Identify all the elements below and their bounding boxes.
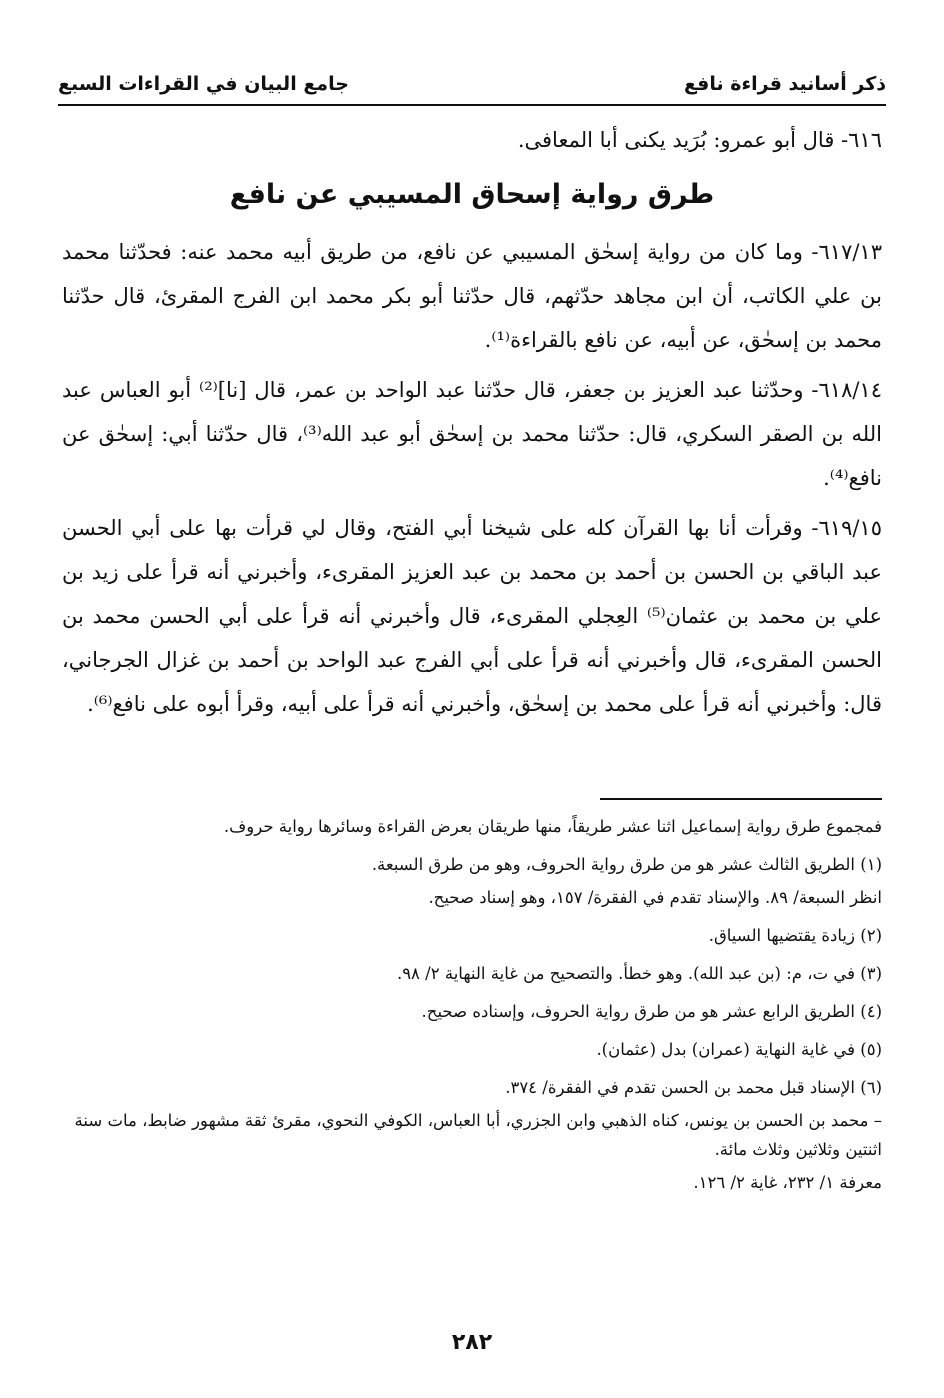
footnote-2: (٢) زيادة يقتضيها السياق.	[708, 926, 882, 945]
footnote-4: (٤) الطريق الرابع عشر هو من طرق رواية الحروف، وإسناده صحيح.	[421, 1002, 882, 1021]
paragraph-617: ٦١٧/١٣- وما كان من رواية إسحٰق المسيبي عن نافع، من طريق أبيه محمد عنه: فحدّثنا محمد بن علي الكاتب، أن ابن مجاهد حدّثهم، قال حدّثنا أبو بكر محمد ابن الفرج المقرئ، قال حدّثنا محمد بن إسحٰق، عن أبيه، عن نافع بالقراءة⁽¹⁾.	[62, 240, 882, 352]
page-number: ٢٨٢	[451, 1330, 493, 1355]
header-right-title: ذكر أسانيد قراءة نافع	[683, 73, 886, 95]
footnote-1-continued: انظر السبعة/ ٨٩. والإسناد تقدم في الفقرة/ ١٥٧، وهو إسناد صحيح.	[428, 888, 882, 907]
header-rule	[58, 104, 886, 106]
running-header	[58, 66, 886, 102]
paragraph-618: ٦١٨/١٤- وحدّثنا عبد العزيز بن جعفر، قال حدّثنا عبد الواحد بن عمر، قال [نا]⁽²⁾ أبو العباس عبد الله بن الصقر السكري، قال: حدّثنا محمد بن إسحٰق أبو عبد الله⁽³⁾، قال حدّثنا أبي: إسحٰق عن نافع⁽⁴⁾.	[62, 378, 882, 490]
footnote-5: (٥) في غاية النهاية (عمران) بدل (عثمان).	[596, 1040, 882, 1059]
footnote-intro: فمجموع طرق رواية إسماعيل اثنا عشر طريقاً، منها طريقان بعرض القراءة وسائرها رواية حروف.	[223, 817, 882, 836]
main-text	[62, 118, 882, 732]
footnotes	[62, 812, 882, 1206]
header-left-title: جامع البيان في القراءات السبع	[58, 73, 349, 95]
footnote-1: (١) الطريق الثالث عشر هو من طرق رواية الحروف، وهو من طرق السبعة.	[371, 855, 882, 874]
paragraph-619: ٦١٩/١٥- وقرأت أنا بها القرآن كله على شيخنا أبي الفتح، وقال لي قرأت بها على أبي الحسن عبد الباقي بن الحسن بن أحمد بن محمد بن عبد العزيز المقرىء، وأخبرني أنه قرأ على زيد بن علي بن محمد بن عثمان⁽⁵⁾ العِجلي المقرىء، قال وأخبرني أنه قرأ على أبي الحسن محمد بن الحسن المقرىء، قال وأخبرني أنه قرأ على أبي الفرج عبد الواحد بن أحمد بن غزال الجرجاني، قال: وأخبرني أنه قرأ على محمد بن إسحٰق، وأخبرني أنه قرأ على أبيه، وقرأ أبوه على نافع⁽⁶⁾.	[62, 516, 882, 716]
footnote-3: (٣) في ت، م: (بن عبد الله). وهو خطأ. والتصحيح من غاية النهاية ٢/ ٩٨.	[396, 964, 882, 983]
footnote-6-refs: معرفة ١/ ٢٣٢، غاية ٢/ ١٢٦.	[693, 1173, 882, 1192]
footnote-6-bio: – محمد بن الحسن بن يونس، كناه الذهبي وابن الجزري، أبا العباس، الكوفي النحوي، مقرئ ثقة مشهور ضابط، مات سنة اثنتين وثلاثين وثلاث مائة.	[74, 1111, 882, 1159]
footnote-separator	[600, 798, 882, 800]
section-title: طرق رواية إسحاق المسيبي عن نافع	[229, 179, 715, 210]
paragraph-616: ٦١٦- قال أبو عمرو: بُرَيد يكنى أبا المعافى.	[517, 128, 882, 152]
footnote-6: (٦) الإسناد قبل محمد بن الحسن تقدم في الفقرة/ ٣٧٤.	[505, 1078, 882, 1097]
